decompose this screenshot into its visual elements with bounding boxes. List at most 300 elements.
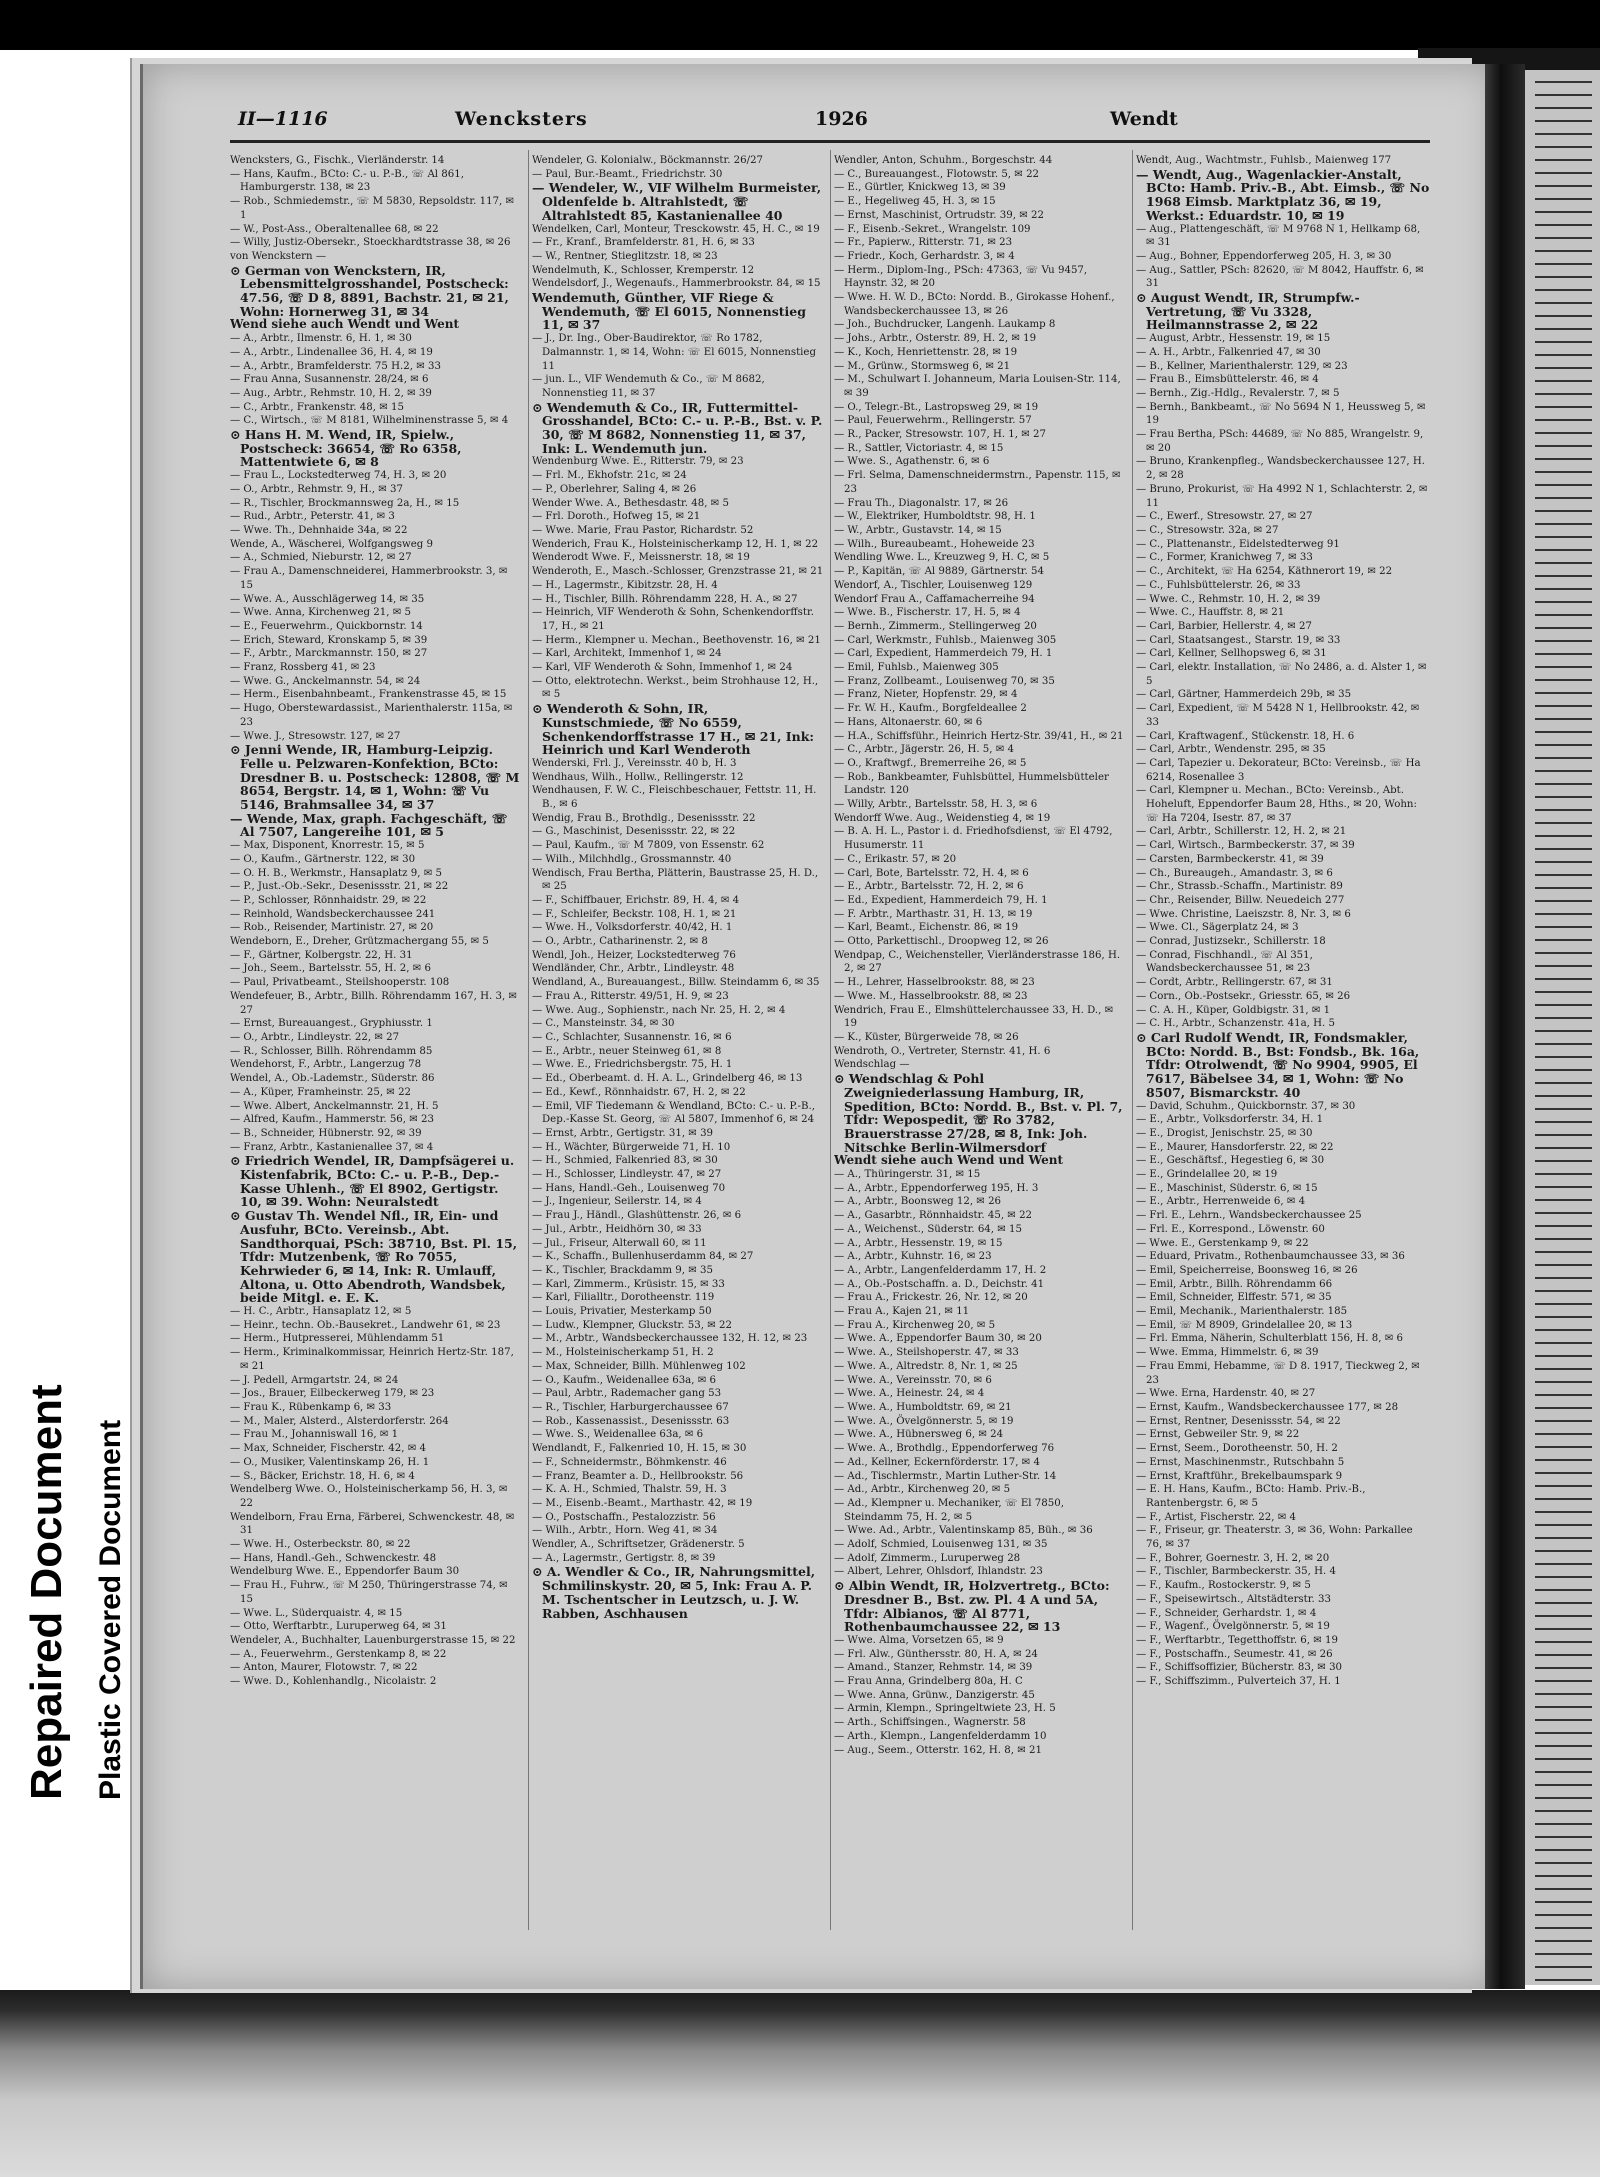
next-page-line: [1535, 1745, 1592, 1747]
directory-entry: — A., Weichenst., Süderstr. 64, ✉ 15: [834, 1223, 1023, 1235]
directory-entry: — Joh., Seem., Bartelsstr. 55, H. 2, ✉ 6: [230, 963, 431, 975]
next-page-line: [1535, 1056, 1592, 1058]
directory-entry: — F., Schiffbauer, Erichstr. 89, H. 4, ✉ 4: [532, 894, 740, 906]
directory-entry: — E., Feuerwehrm., Quickbornstr. 14: [230, 620, 423, 632]
next-page-line: [1535, 445, 1592, 447]
directory-entry: Wendelburg Wwe. E., Eppendorfer Baum 30: [230, 1566, 460, 1578]
next-page-line: [1535, 1212, 1592, 1214]
directory-entry: — Wwe. Christine, Laeiszstr. 8, Nr. 3, ✉ 6: [1136, 908, 1351, 920]
directory-entry: — Carsten, Barmbeckerstr. 41, ✉ 39: [1136, 853, 1324, 865]
next-page-line: [1535, 276, 1592, 278]
directory-entry: — E., Arbtr., Herrenweide 6, ✉ 4: [1136, 1196, 1306, 1208]
next-page-line: [1535, 1069, 1592, 1071]
directory-entry: — Wilh., Arbtr., Horn. Weg 41, ✉ 34: [532, 1525, 718, 1537]
next-page-line: [1535, 107, 1592, 109]
next-page-line: [1535, 1771, 1592, 1773]
directory-entry: — Karl, Architekt, Immenhof 1, ✉ 24: [532, 648, 722, 660]
next-page-line: [1535, 1875, 1592, 1877]
next-page-line: [1535, 354, 1592, 356]
directory-entry: — Wwe. E., Friedrichsbergstr. 75, H. 1: [532, 1059, 733, 1071]
directory-entry: Wendland, A., Bureauangest., Billw. Steindamm 6, ✉ 35: [532, 977, 820, 989]
directory-entry: — A., Schmied, Nieburstr. 12, ✉ 27: [230, 552, 412, 564]
directory-entry: — Rob., Kassenassist., Desenissstr. 63: [532, 1415, 730, 1427]
directory-entry: — Ernst, Maschinenmstr., Rutschbahn 5: [1136, 1456, 1345, 1468]
next-page-line: [1535, 705, 1592, 707]
directory-entry: Wendeler, G. Kolonialw., Böckmannstr. 26/27: [532, 155, 764, 166]
next-page-line: [1535, 1381, 1592, 1383]
next-page-line: [1535, 1433, 1592, 1435]
directory-entry: ⊙ Wendschlag & Pohl Zweigniederlassung Hamburg, IR, Spedition, BCto: Nordd. B., Bst. v. Pl. 7, Tfdr: Wepospedit, ☏ Ro 3782, Brauerstrasse 27/28, ✉ 8, Ink: Joh. Nitschke Berlin-Wilmersdorf: [834, 1071, 1123, 1155]
next-page-line: [1535, 1693, 1592, 1695]
directory-entry: — E., Grindelallee 20, ✉ 19: [1136, 1169, 1278, 1181]
directory-entry: — C., Schlachter, Susannenstr. 16, ✉ 6: [532, 1032, 732, 1043]
next-page-line: [1535, 120, 1592, 122]
directory-entry: — Rob., Schmiedemstr., ☏ M 5830, Repsoldstr. 117, ✉ 1: [230, 196, 515, 221]
directory-entry: Wendelsdorf, J., Wegenaufs., Hammerbrookstr. 84, ✉ 15: [532, 278, 821, 290]
next-page-line: [1535, 991, 1592, 993]
directory-entry: — Willy, Justiz-Obersekr., Stoeckhardtstrasse 38, ✉ 26: [230, 237, 511, 249]
directory-entry: — Franz, Zollbeamt., Louisenweg 70, ✉ 35: [834, 675, 1055, 687]
directory-entry: Wendehorst, F., Arbtr., Langerzug 78: [230, 1059, 422, 1071]
directory-entry: — A., Arbtr., Lindenallee 36, H. 4, ✉ 19: [230, 346, 433, 358]
next-page-line: [1535, 1719, 1592, 1721]
next-page-line: [1535, 965, 1592, 967]
directory-entry: — H., Schmied, Falkenried 83, ✉ 30: [532, 1155, 718, 1167]
directory-entry: — Karl, Zimmerm., Krüsistr. 15, ✉ 33: [532, 1278, 725, 1290]
next-page-line: [1535, 1953, 1592, 1955]
next-page-line: [1535, 952, 1592, 954]
next-page-line: [1535, 1160, 1592, 1162]
directory-entry: — M., Eisenb.-Beamt., Marthastr. 42, ✉ 19: [532, 1497, 753, 1509]
next-page-line: [1535, 1706, 1592, 1708]
next-page-line: [1535, 1784, 1592, 1786]
next-page-line: [1535, 1446, 1592, 1448]
directory-entry: ⊙ Albin Wendt, IR, Holzvertretg., BCto: Dresdner B., Bst. zw. Pl. 4 A und 5A, Tfdr: Albianos, ☏ Al 8771, Rothenbaumchaussee 22, ✉ 13: [834, 1578, 1110, 1635]
directory-entry: — Ad., Tischlermstr., Martin Luther-Str. 14: [834, 1470, 1057, 1482]
next-page-line: [1535, 939, 1592, 941]
directory-entry: — P., Just.-Ob.-Sekr., Desenissstr. 21, ✉ 22: [230, 881, 449, 893]
directory-entry: Wendeborn, E., Dreher, Grützmachergang 55, ✉ 5: [230, 936, 489, 948]
directory-entry: Wendschlag —: [834, 1059, 910, 1071]
next-page-line: [1535, 783, 1592, 785]
next-page-line: [1535, 926, 1592, 928]
directory-entry: — Aug., Plattengeschäft, ☏ M 9768 N 1, Hellkamp 68, ✉ 31: [1136, 223, 1421, 249]
directory-entry: ⊙ Friedrich Wendel, IR, Dampfsägerei u. Kistenfabrik, BCto: C.- u. P.-B., Dep.-Kasse Uhlenh., ☏ El 8902, Gertigstr. 10, ✉ 39. Wohn: Neuralstedt: [230, 1153, 515, 1210]
directory-entry: — E., Hegeliweg 45, H. 3, ✉ 15: [834, 196, 996, 208]
directory-entry: — O., Postschaffn., Pestalozzistr. 56: [532, 1511, 716, 1523]
directory-entry: — Wwe. A., Humboldtstr. 69, ✉ 21: [834, 1401, 1012, 1413]
next-page-line: [1535, 653, 1592, 655]
directory-entry: Wendelberg Wwe. O., Holsteinischerkamp 56, H. 3, ✉ 22: [230, 1484, 508, 1509]
next-page-line: [1535, 1511, 1592, 1513]
next-page-line: [1535, 380, 1592, 382]
directory-entry: — Wwe. Aug., Sophienstr., nach Nr. 25, H. 2, ✉ 4: [532, 1004, 786, 1016]
plastic-covered-label: Plastic Covered Document: [94, 1419, 127, 1800]
directory-entry: — C., Plattenanstr., Eidelstedterweg 91: [1136, 538, 1340, 550]
directory-entry: — Frau Anna, Grindelberg 80a, H. C: [834, 1676, 1023, 1688]
directory-entry: — Wwe. Emma, Himmelstr. 6, ✉ 39: [1136, 1347, 1319, 1359]
directory-entry: — Frau Emmi, Hebamme, ☏ D 8. 1917, Tieckweg 2, ✉ 23: [1136, 1360, 1420, 1386]
directory-entry: — K., Koch, Henriettenstr. 28, ✉ 19: [834, 346, 1018, 358]
next-page-line: [1535, 1264, 1592, 1266]
directory-entry: — Ad., Arbtr., Kirchenweg 20, ✉ 5: [834, 1484, 1011, 1496]
next-page-line: [1535, 159, 1592, 161]
directory-entry: — Amand., Stanzer, Rehmstr. 14, ✉ 39: [834, 1662, 1033, 1674]
next-page-line: [1535, 666, 1592, 668]
directory-entry: — Jul., Arbtr., Heidhörn 30, ✉ 33: [532, 1223, 702, 1235]
next-page-line: [1535, 406, 1592, 408]
directory-entry: — Frau Bertha, PSch: 44689, ☏ No 885, Wrangelstr. 9, ✉ 20: [1136, 429, 1424, 454]
directory-entry: — Jul., Friseur, Alterwall 60, ✉ 11: [532, 1237, 707, 1249]
directory-entry: — Wwe. A., Ausschlägerweg 14, ✉ 35: [230, 593, 425, 605]
directory-entry: — H., Lagermstr., Kibitzstr. 28, H. 4: [532, 579, 718, 591]
next-page-line: [1535, 809, 1592, 811]
next-page-line: [1535, 692, 1592, 694]
directory-entry: — O., Arbtr., Rehmstr. 9, H., ✉ 37: [230, 483, 403, 495]
next-page-line: [1535, 1901, 1592, 1903]
directory-entry: Wendler, A., Schriftsetzer, Grädenerstr. 5: [532, 1539, 745, 1551]
directory-entry: — O., Arbtr., Catharinenstr. 2, ✉ 8: [532, 936, 708, 948]
directory-entry: — Wwe. E., Gerstenkamp 9, ✉ 22: [1136, 1237, 1309, 1249]
next-page-line: [1535, 1589, 1592, 1591]
directory-entry: — Eduard, Privatm., Rothenbaumchaussee 33, ✉ 36: [1136, 1251, 1405, 1263]
directory-entry: — Wwe. Ad., Arbtr., Valentinskamp 85, Büh., ✉ 36: [834, 1525, 1093, 1537]
directory-entry: — Aug., Bohner, Eppendorferweg 205, H. 3, ✉ 30: [1136, 250, 1392, 262]
directory-entry: — F., Schneider, Gerhardstr. 1, ✉ 4: [1136, 1607, 1317, 1619]
directory-entry: — Frau A., Damenschneiderei, Hammerbrookstr. 3, ✉ 15: [230, 566, 508, 591]
directory-entry: — Frau J., Händl., Glashüttenstr. 26, ✉ 6: [532, 1210, 742, 1222]
directory-entry: — Paul, Arbtr., Rademacher gang 53: [532, 1388, 722, 1400]
next-page-line: [1535, 874, 1592, 876]
directory-entry: Wendorf, A., Tischler, Louisenweg 129: [834, 579, 1033, 591]
directory-entry: — Frau M., Johanniswall 16, ✉ 1: [230, 1429, 399, 1441]
directory-entry: — Wwe. Albert, Anckelmannstr. 21, H. 5: [230, 1100, 439, 1112]
directory-entry: — Wwe. L., Süderquaistr. 4, ✉ 15: [230, 1607, 403, 1619]
directory-entry: — M., Schulwart I. Johanneum, Maria Louisen-Str. 114, ✉ 39: [834, 374, 1121, 399]
directory-entry: — Ernst, Arbtr., Gertigstr. 31, ✉ 39: [532, 1127, 714, 1139]
directory-entry: — Carl, Tapezier u. Dekorateur, BCto: Vereinsb., ☏ Ha 6214, Rosenallee 3: [1136, 757, 1421, 783]
next-page-line: [1535, 1524, 1592, 1526]
directory-entry: Wenderoth, E., Masch.-Schlosser, Grenzstrasse 21, ✉ 21: [532, 566, 824, 578]
directory-entry: — A., Arbtr., Eppendorferweg 195, H. 3: [834, 1182, 1039, 1194]
directory-entry: — Emil, Speicherreise, Boonsweg 16, ✉ 26: [1136, 1264, 1358, 1276]
directory-entry: — F., Bohrer, Goernestr. 3, H. 2, ✉ 20: [1136, 1552, 1330, 1564]
directory-entry: — E., Geschäftsf., Hegestieg 6, ✉ 30: [1136, 1155, 1325, 1167]
directory-entry: — Heinrich, ⅥF Wenderoth & Sohn, Schenkendorffstr. 17, H., ✉ 21: [532, 607, 814, 632]
directory-entry: Wendt siehe auch Wend und Went: [834, 1153, 1064, 1168]
directory-entry: Wendelmuth, K., Schlosser, Kremperstr. 12: [532, 264, 755, 276]
directory-entry: — Erich, Steward, Kronskamp 5, ✉ 39: [230, 634, 428, 646]
directory-entry: — Frau A., Kajen 21, ✉ 11: [834, 1306, 970, 1318]
directory-entry: — Wilh., Bureaubeamt., Hoheweide 23: [834, 538, 1035, 550]
directory-entry: — Wwe. Th., Dehnhaide 34a, ✉ 22: [230, 524, 408, 536]
next-page-line: [1535, 588, 1592, 590]
page-number: II—1116: [238, 108, 328, 130]
directory-entry: — Ernst, Kraftführ., Brekelbaumspark 9: [1136, 1470, 1343, 1482]
directory-entry: Wendling Wwe. L., Kreuzweg 9, H. C, ✉ 5: [834, 552, 1050, 564]
directory-entry: — A., Gasarbtr., Rönnhaidstr. 45, ✉ 22: [834, 1210, 1033, 1222]
directory-entry: — Emil, ☏ M 8909, Grindelallee 20, ✉ 13: [1136, 1319, 1353, 1331]
directory-entry: — Ed., Expedient, Hammerdeich 79, H. 1: [834, 894, 1048, 906]
directory-entry: — Anton, Maurer, Flotowstr. 7, ✉ 22: [230, 1662, 418, 1674]
directory-entry: Wendlandt, F., Falkenried 10, H. 15, ✉ 30: [532, 1443, 747, 1455]
next-page-line: [1535, 1836, 1592, 1838]
next-page-line: [1535, 328, 1592, 330]
directory-entry: — Carl, Expedient, ☏ M 5428 N 1, Hellbrookstr. 42, ✉ 33: [1136, 703, 1420, 728]
directory-entry: — Conrad, Fischhandl., ☏ Al 351, Wandsbeckerchaussee 51, ✉ 23: [1136, 949, 1313, 975]
directory-entry: — E., Maschinist, Süderstr. 6, ✉ 15: [1136, 1182, 1318, 1194]
next-page-line: [1535, 549, 1592, 551]
directory-entry: — Chr., Strassb.-Schaffn., Martinistr. 89: [1136, 881, 1343, 893]
directory-entry: — Heinr., techn. Ob.-Bausekret., Landwehr 61, ✉ 23: [230, 1319, 501, 1331]
directory-entry: Wendpap, C., Weichensteller, Vierländerstrasse 186, H. 2, ✉ 27: [834, 949, 1121, 975]
directory-entry: — Louis, Privatier, Mesterkamp 50: [532, 1306, 712, 1318]
directory-year: 1926: [815, 108, 868, 130]
next-page-line: [1535, 1940, 1592, 1942]
next-page-line: [1535, 978, 1592, 980]
directory-entry: — E., Arbtr., Volksdorferstr. 34, H. 1: [1136, 1114, 1324, 1126]
directory-entry: — Herm., Diplom-Ing., PSch: 47363, ☏ Vu 9457, Haynstr. 32, ✉ 20: [834, 264, 1088, 290]
next-page-line: [1535, 1888, 1592, 1890]
directory-entry: — Armin, Klempn., Springeltwiete 23, H. 5: [834, 1703, 1056, 1715]
next-page-line: [1535, 835, 1592, 837]
directory-entry: — Cordt, Arbtr., Rellingerstr. 67, ✉ 31: [1136, 977, 1333, 989]
directory-entry: — Wwe. C., Hauffstr. 8, ✉ 21: [1136, 607, 1285, 619]
directory-entry: — Carl, Kellner, Sellhopsweg 6, ✉ 31: [1136, 648, 1327, 660]
next-page-line: [1535, 614, 1592, 616]
directory-entry: — R., Packer, Stresowstr. 107, H. 1, ✉ 27: [834, 429, 1046, 441]
directory-entry: — Carl, Werkmstr., Fuhlsb., Maienweg 305: [834, 634, 1057, 646]
directory-entry: — F., Schleifer, Beckstr. 108, H. 1, ✉ 21: [532, 908, 737, 920]
next-page-line: [1535, 1277, 1592, 1279]
next-page-line: [1535, 1563, 1592, 1565]
directory-entry: Wendig, Frau B., Brothdlg., Desenissstr. 22: [532, 812, 756, 824]
next-page-line: [1535, 1914, 1592, 1916]
directory-entry: Wendler, Anton, Schuhm., Borgeschstr. 44: [834, 155, 1053, 166]
directory-entry: — Franz, Beamter a. D., Hellbrookstr. 56: [532, 1470, 744, 1482]
directory-entry: — H., Schlosser, Lindleystr. 47, ✉ 27: [532, 1169, 722, 1181]
column-divider: [528, 150, 529, 1930]
directory-entry: — H.A., Schiffsführ., Heinrich Hertz-Str. 39/41, H., ✉ 21: [834, 730, 1124, 742]
column-divider: [1132, 150, 1133, 1930]
directory-entry: — Ernst, Maschinist, Ortrudstr. 39, ✉ 22: [834, 209, 1044, 221]
directory-entry: — Herm., Klempner u. Mechan., Beethovenstr. 16, ✉ 21: [532, 634, 821, 646]
next-page-line: [1535, 1108, 1592, 1110]
directory-entry: — K., Küster, Bürgerweide 78, ✉ 26: [834, 1032, 1019, 1043]
next-page-line: [1535, 757, 1592, 759]
next-page-line: [1535, 601, 1592, 603]
next-page-line: [1535, 536, 1592, 538]
directory-column-4: [1136, 154, 1430, 1924]
directory-entry: — F., Gärtner, Kolbergstr. 22, H. 31: [230, 949, 413, 961]
directory-entry: — O., Telegr.-Bt., Lastropsweg 29, ✉ 19: [834, 401, 1039, 413]
directory-entry: — Franz, Rossberg 41, ✉ 23: [230, 662, 376, 674]
directory-entry: — Otto, Parkettischl., Droopweg 12, ✉ 26: [834, 936, 1049, 948]
directory-entry: — G., Maschinist, Desenissstr. 22, ✉ 22: [532, 826, 736, 838]
directory-entry: von Wenckstern —: [230, 250, 327, 262]
next-page-line: [1535, 731, 1592, 733]
directory-entry: — Franz, Nieter, Hopfenstr. 29, ✉ 4: [834, 689, 1018, 701]
next-page-line: [1535, 1225, 1592, 1227]
directory-entry: — Herm., Kriminalkommissar, Heinrich Hertz-Str. 187, ✉ 21: [230, 1347, 514, 1372]
directory-entry: — Paul, Feuerwehrm., Rellingerstr. 57: [834, 415, 1032, 427]
next-page-line: [1535, 1368, 1592, 1370]
directory-entry: — Aug., Seem., Otterstr. 162, H. 8, ✉ 21: [834, 1744, 1042, 1756]
directory-entry: — A., Feuerwehrm., Gerstenkamp 8, ✉ 22: [230, 1648, 447, 1660]
directory-entry: — Carl, Kraftwagenf., Stückenstr. 18, H. 6: [1136, 730, 1355, 742]
next-page-line: [1535, 1095, 1592, 1097]
next-page-line: [1535, 1199, 1592, 1201]
directory-entry: — Paul, Bur.-Beamt., Friedrichstr. 30: [532, 168, 723, 180]
directory-entry: — Arth., Schiffsingen., Wagnerstr. 58: [834, 1717, 1026, 1729]
directory-entry: Wendelborn, Frau Erna, Färberei, Schwenckestr. 48, ✉ 31: [230, 1511, 515, 1537]
directory-entry: — R., Sattler, Victoriastr. 4, ✉ 15: [834, 442, 1004, 454]
directory-entry: Wendhaus, Wilh., Hollw., Rellingerstr. 12: [532, 771, 744, 783]
directory-entry: Wendenburg Wwe. E., Ritterstr. 79, ✉ 23: [532, 456, 744, 468]
directory-entry: ⊙ A. Wendler & Co., IR, Nahrungsmittel, Schmilinskystr. 20, ✉ 5, Ink: Frau A. P. M. Tschentscher in Leutzsch, u. J. W. Rabben, Aschhausen: [532, 1564, 816, 1621]
directory-entry: ⊙ Jenni Wende, IR, Hamburg-Leipzig. Felle u. Pelzwaren-Konfektion, BCto: Dresdner B. u. Postscheck: 12808, ☏ M 8654, Bergstr. 14, ✉ 1, Wohn: ☏ Vu 5146, Brahmsallee 34, ✉ 37: [230, 742, 520, 813]
directory-entry: — F., Postschaffn., Seumestr. 41, ✉ 26: [1136, 1648, 1333, 1660]
directory-entry: — Hugo, Oberstewardassist., Marienthalerstr. 115a, ✉ 23: [230, 703, 513, 728]
directory-entry: — Wwe. Anna, Kirchenweg 21, ✉ 5: [230, 607, 411, 619]
directory-entry: — Carl, Expedient, Hammerdeich 79, H. 1: [834, 648, 1053, 660]
directory-entry: — E., Drogist, Jenischstr. 25, ✉ 30: [1136, 1127, 1313, 1139]
directory-column-2: [532, 154, 824, 1924]
directory-entry: — Wwe. J., Stresowstr. 127, ✉ 27: [230, 730, 401, 742]
directory-entry: — Carl, Bote, Bartelsstr. 72, H. 4, ✉ 6: [834, 867, 1029, 879]
directory-entry: — C., Arbtr., Frankenstr. 48, ✉ 15: [230, 401, 404, 413]
directory-entry: — Wwe. Erna, Hardenstr. 40, ✉ 27: [1136, 1388, 1316, 1400]
next-page-line: [1535, 1615, 1592, 1617]
directory-entry: — David, Schuhm., Quickbornstr. 37, ✉ 30: [1136, 1100, 1356, 1112]
first-entry-name: Wencksters: [455, 108, 588, 130]
next-page-line: [1535, 1472, 1592, 1474]
directory-column-3: [834, 154, 1126, 1924]
directory-entry: — C., Stresowstr. 32a, ✉ 27: [1136, 524, 1279, 536]
next-page-edge: [1525, 70, 1600, 1985]
next-page-line: [1535, 627, 1592, 629]
next-page-line: [1535, 1004, 1592, 1006]
directory-entry: — Wwe. H. W. D., BCto: Nordd. B., Girokasse Hohenf., Wandsbeckerchaussee 13, ✉ 26: [834, 292, 1115, 317]
next-page-line: [1535, 1186, 1592, 1188]
directory-entry: — C. A. H., Küper, Goldbigstr. 31, ✉ 1: [1136, 1004, 1331, 1016]
next-page-line: [1535, 1355, 1592, 1357]
directory-entry: — W., Post-Ass., Oberaltenallee 68, ✉ 22: [230, 223, 439, 235]
directory-entry: Wender Wwe. A., Bethesdastr. 48, ✉ 5: [532, 497, 729, 509]
next-page-line: [1535, 1459, 1592, 1461]
directory-entry: — Joh., Buchdrucker, Langenh. Laukamp 8: [834, 319, 1056, 331]
next-page-line: [1535, 1342, 1592, 1344]
directory-entry: Wencksters, G., Fischk., Vierländerstr. 14: [230, 155, 445, 166]
directory-entry: — F., Schiffsoffizier, Bücherstr. 83, ✉ 30: [1136, 1662, 1343, 1674]
directory-entry: — August, Arbtr., Hessenstr. 19, ✉ 15: [1136, 333, 1331, 345]
directory-entry: — C., Wirtsch., ☏ M 8181, Wilhelminenstrasse 5, ✉ 4: [230, 415, 509, 427]
directory-entry: — Frl. Alw., Günthersstr. 80, H. A, ✉ 24: [834, 1648, 1038, 1660]
last-entry-name: Wendt: [1110, 108, 1178, 130]
directory-entry: — Johs., Arbtr., Osterstr. 89, H. 2, ✉ 19: [834, 333, 1037, 345]
directory-entry: — K., Tischler, Brackdamm 9, ✉ 35: [532, 1264, 713, 1276]
directory-entry: — Karl, Filialltr., Dorotheenstr. 119: [532, 1292, 715, 1304]
directory-entry: ⊙ Wenderoth & Sohn, IR, Kunstschmiede, ☏ No 6559, Schenkendorffstrasse 17 H., ✉ 21, Ink: Heinrich und Karl Wenderoth: [532, 701, 815, 758]
directory-entry: — F., Schiffszimm., Pulverteich 37, H. 1: [1136, 1676, 1341, 1688]
next-page-line: [1535, 575, 1592, 577]
directory-entry: — F., Werftarbtr., Tegetthoffstr. 6, ✉ 19: [1136, 1634, 1338, 1646]
next-page-line: [1535, 1420, 1592, 1422]
next-page-line: [1535, 861, 1592, 863]
directory-entry: — Bruno, Prokurist, ☏ Ha 4992 N 1, Schlachterstr. 2, ✉ 11: [1136, 483, 1428, 509]
next-page-line: [1535, 185, 1592, 187]
directory-entry: — Emil, Schneider, Elffestr. 571, ✉ 35: [1136, 1292, 1332, 1304]
next-page-line: [1535, 523, 1592, 525]
directory-entry: — Carl, Arbtr., Wendenstr. 295, ✉ 35: [1136, 744, 1326, 756]
directory-entry: — R., Tischler, Brockmannsweg 2a, H., ✉ 15: [230, 497, 460, 509]
next-page-line: [1535, 1862, 1592, 1864]
next-page-line: [1535, 315, 1592, 317]
directory-entry: — Wendt, Aug., Wagenlackier-Anstalt, BCto: Hamb. Priv.-B., Abt. Eimsb., ☏ No 1968 Eimsb. Marktplatz 36, ✉ 19, Werkst.: Eduardstr. 10, ✉ 19: [1136, 166, 1430, 223]
directory-entry: — M., Grünw., Stormsweg 6, ✉ 21: [834, 360, 1011, 372]
next-page-line: [1535, 1927, 1592, 1929]
directory-column-1: [230, 154, 522, 1924]
next-page-line: [1535, 497, 1592, 499]
next-page-line: [1535, 796, 1592, 798]
next-page-line: [1535, 393, 1592, 395]
directory-entry: — Carl, Wirtsch., Barmbeckerstr. 37, ✉ 39: [1136, 840, 1355, 852]
directory-entry: — C., Ewerf., Stresowstr. 27, ✉ 27: [1136, 511, 1313, 523]
directory-entry: — Carl, elektr. Installation, ☏ No 2486, a. d. Alster 1, ✉ 5: [1136, 662, 1427, 687]
next-page-line: [1535, 1316, 1592, 1318]
directory-entry: — Frau A., Frickestr. 26, Nr. 12, ✉ 20: [834, 1292, 1028, 1304]
directory-entry: — E., Gürtler, Knickweg 13, ✉ 39: [834, 182, 1006, 194]
directory-entry: — C., Arbtr., Jägerstr. 26, H. 5, ✉ 4: [834, 744, 1015, 756]
next-page-line: [1535, 1238, 1592, 1240]
next-page-line: [1535, 1654, 1592, 1656]
directory-entry: — Alfred, Kaufm., Hammerstr. 56, ✉ 23: [230, 1114, 435, 1126]
directory-entry: — jun. L., ⅥF Wendemuth & Co., ☏ M 8682, Nonnenstieg 11, ✉ 37: [532, 374, 765, 399]
directory-entry: — Karl, ⅥF Wenderoth & Sohn, Immenhof 1, ✉ 24: [532, 662, 793, 674]
directory-entry: — Wwe. Alma, Vorsetzen 65, ✉ 9: [834, 1634, 1004, 1646]
next-page-line: [1535, 1641, 1592, 1643]
next-page-line: [1535, 718, 1592, 720]
directory-entry: — Ad., Klempner u. Mechaniker, ☏ El 7850, Steindamm 75, H. 2, ✉ 5: [834, 1497, 1064, 1523]
next-page-line: [1535, 848, 1592, 850]
directory-entry: Wendelken, Carl, Monteur, Tresckowstr. 45, H. C., ✉ 19: [532, 223, 820, 235]
next-page-line: [1535, 1667, 1592, 1669]
directory-entry: Wendl, Joh., Heizer, Lockstedterweg 76: [532, 949, 736, 961]
directory-entry: — Wwe. B., Fischerstr. 17, H. 5, ✉ 4: [834, 607, 1021, 619]
next-page-line: [1535, 1810, 1592, 1812]
directory-entry: — P., Kapitän, ☏ Al 9889, Gärtnerstr. 54: [834, 566, 1044, 578]
directory-entry: — F., Kaufm., Rostockerstr. 9, ✉ 5: [1136, 1580, 1311, 1592]
next-page-line: [1535, 1407, 1592, 1409]
directory-entry: — W., Arbtr., Gustavstr. 14, ✉ 15: [834, 524, 1002, 536]
next-page-line: [1535, 432, 1592, 434]
directory-entry: — O. H. B., Werkmstr., Hansaplatz 9, ✉ 5: [230, 867, 442, 879]
next-page-line: [1535, 1602, 1592, 1604]
directory-entry: — F., Artist, Fischerstr. 22, ✉ 4: [1136, 1511, 1296, 1523]
directory-entry: Wenderich, Frau K., Holsteinischerkamp 12, H. 1, ✉ 22: [532, 538, 819, 550]
directory-entry: — Fr., Papierw., Ritterstr. 71, ✉ 23: [834, 237, 1013, 249]
directory-entry: — A., Ob.-Postschaffn. a. D., Deichstr. 41: [834, 1278, 1045, 1290]
directory-entry: — Friedr., Koch, Gerhardstr. 3, ✉ 4: [834, 250, 1015, 262]
directory-entry: — M., Maler, Alsterd., Alsterdorferstr. 264: [230, 1415, 449, 1427]
directory-entry: Wenderodt Wwe. F., Meissnerstr. 18, ✉ 19: [532, 552, 750, 564]
directory-entry: — H. C., Arbtr., Hansaplatz 12, ✉ 5: [230, 1306, 412, 1318]
directory-entry: — A., Arbtr., Boonsweg 12, ✉ 26: [834, 1196, 1002, 1208]
directory-entry: — Corn., Ob.-Postsekr., Griesstr. 65, ✉ 26: [1136, 990, 1351, 1002]
next-page-line: [1535, 1498, 1592, 1500]
directory-entry: Wendel, A., Ob.-Lademstr., Süderstr. 86: [230, 1073, 435, 1085]
next-page-line: [1535, 367, 1592, 369]
